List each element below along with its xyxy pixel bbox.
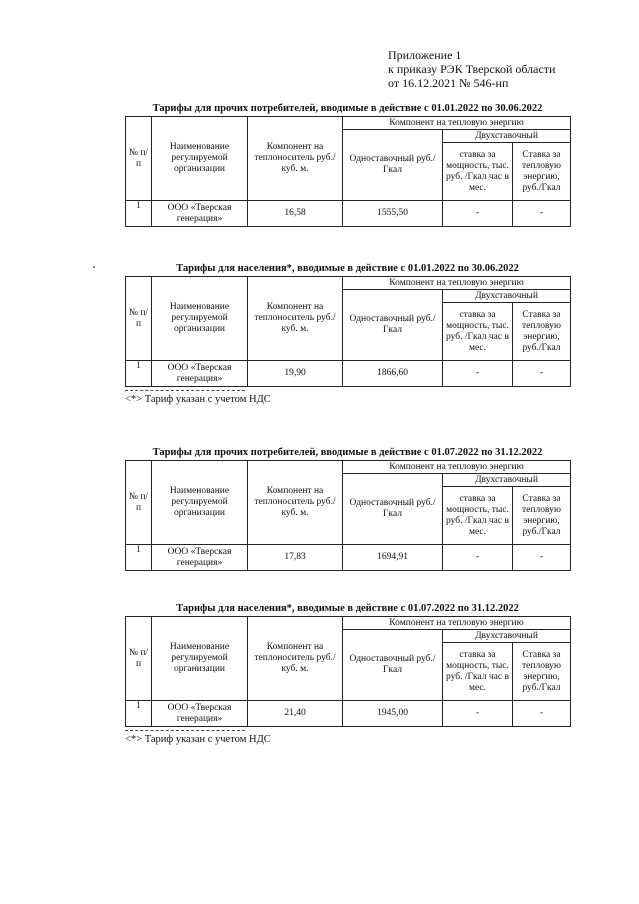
footnote: <*> Тариф указан с учетом НДС: [125, 394, 271, 405]
cell-org: ООО «Тверская генерация»: [152, 701, 248, 727]
col-header-energy-rate: Ставка за тепловую энергию, руб./Гкал: [513, 143, 571, 201]
col-header-num: № п/п: [126, 117, 152, 201]
tariff-table: [125, 460, 571, 571]
cell-carrier: 21,40: [248, 701, 343, 727]
col-header-energy-group: Компонент на тепловую энергию: [343, 617, 571, 630]
cell-capacity: -: [443, 701, 513, 727]
scan-speck: [93, 266, 95, 268]
col-header-carrier: Компонент на теплоноситель руб./куб. м.: [248, 617, 343, 701]
footnote-divider: [125, 390, 245, 391]
col-header-carrier: Компонент на теплоноситель руб./куб. м.: [248, 461, 343, 545]
col-header-num: № п/п: [126, 277, 152, 361]
cell-num: 1: [126, 361, 152, 387]
tariff-table-title: Тарифы для населения*, вводимые в действие с 01.01.2022 по 30.06.2022: [176, 263, 519, 274]
table-row: [126, 545, 571, 571]
footnote: <*> Тариф указан с учетом НДС: [125, 734, 271, 745]
col-header-energy-group: Компонент на тепловую энергию: [343, 461, 571, 474]
cell-num: 1: [126, 201, 152, 227]
tariff-section-1: [125, 103, 570, 227]
table-row: [126, 201, 571, 227]
tariff-section-2: [125, 263, 570, 406]
col-header-capacity: ставка за мощность, тыс. руб. /Гкал час в мес.: [443, 643, 513, 701]
col-header-two-part: Двухставочный: [443, 474, 571, 487]
col-header-carrier: Компонент на теплоноситель руб./куб. м.: [248, 277, 343, 361]
col-header-capacity: ставка за мощность, тыс. руб. /Гкал час в мес.: [443, 487, 513, 545]
cell-org: ООО «Тверская генерация»: [152, 545, 248, 571]
col-header-energy-rate: Ставка за тепловую энергию, руб./Гкал: [513, 643, 571, 701]
tariff-table: [125, 276, 571, 387]
cell-energy-rate: -: [513, 701, 571, 727]
col-header-single-rate: Одноставочный руб./Гкал: [343, 130, 443, 201]
cell-capacity: -: [443, 545, 513, 571]
col-header-energy-group: Компонент на тепловую энергию: [343, 277, 571, 290]
tariff-table-title: Тарифы для прочих потребителей, вводимые в действие с 01.01.2022 по 30.06.2022: [152, 103, 543, 114]
cell-carrier: 16,58: [248, 201, 343, 227]
cell-single-rate: 1945,00: [343, 701, 443, 727]
cell-energy-rate: -: [513, 201, 571, 227]
footnote-divider: [125, 730, 245, 731]
col-header-energy-group: Компонент на тепловую энергию: [343, 117, 571, 130]
cell-capacity: -: [443, 201, 513, 227]
col-header-single-rate: Одноставочный руб./Гкал: [343, 290, 443, 361]
col-header-num: № п/п: [126, 617, 152, 701]
cell-carrier: 17,83: [248, 545, 343, 571]
cell-num: 1: [126, 701, 152, 727]
cell-num: 1: [126, 545, 152, 571]
col-header-capacity: ставка за мощность, тыс. руб. /Гкал час в мес.: [443, 303, 513, 361]
appendix-header: [388, 48, 555, 90]
col-header-org: Наименование регулируемой организации: [152, 461, 248, 545]
col-header-energy-rate: Ставка за тепловую энергию, руб./Гкал: [513, 303, 571, 361]
appendix-title: Приложение 1: [388, 48, 462, 62]
cell-single-rate: 1555,50: [343, 201, 443, 227]
appendix-order-date: от 16.12.2021 № 546-нп: [388, 76, 509, 90]
tariff-table: [125, 616, 571, 727]
col-header-carrier: Компонент на теплоноситель руб./куб. м.: [248, 117, 343, 201]
cell-energy-rate: -: [513, 545, 571, 571]
table-row: [126, 701, 571, 727]
cell-energy-rate: -: [513, 361, 571, 387]
col-header-capacity: ставка за мощность, тыс. руб. /Гкал час в мес.: [443, 143, 513, 201]
cell-single-rate: 1866,60: [343, 361, 443, 387]
col-header-org: Наименование регулируемой организации: [152, 277, 248, 361]
col-header-num: № п/п: [126, 461, 152, 545]
col-header-org: Наименование регулируемой организации: [152, 617, 248, 701]
cell-capacity: -: [443, 361, 513, 387]
tariff-section-3: [125, 447, 570, 571]
appendix-order-ref: к приказу РЭК Тверской области: [388, 62, 556, 76]
cell-single-rate: 1694,91: [343, 545, 443, 571]
cell-org: ООО «Тверская генерация»: [152, 201, 248, 227]
col-header-single-rate: Одноставочный руб./Гкал: [343, 474, 443, 545]
tariff-table-title: Тарифы для населения*, вводимые в действие с 01.07.2022 по 31.12.2022: [176, 603, 519, 614]
col-header-single-rate: Одноставочный руб./Гкал: [343, 630, 443, 701]
cell-org: ООО «Тверская генерация»: [152, 361, 248, 387]
tariff-section-4: [125, 603, 570, 746]
col-header-energy-rate: Ставка за тепловую энергию, руб./Гкал: [513, 487, 571, 545]
table-row: [126, 361, 571, 387]
tariff-table-title: Тарифы для прочих потребителей, вводимые в действие с 01.07.2022 по 31.12.2022: [152, 447, 543, 458]
tariff-table: [125, 116, 571, 227]
cell-carrier: 19,90: [248, 361, 343, 387]
col-header-org: Наименование регулируемой организации: [152, 117, 248, 201]
col-header-two-part: Двухставочный: [443, 290, 571, 303]
col-header-two-part: Двухставочный: [443, 130, 571, 143]
col-header-two-part: Двухставочный: [443, 630, 571, 643]
